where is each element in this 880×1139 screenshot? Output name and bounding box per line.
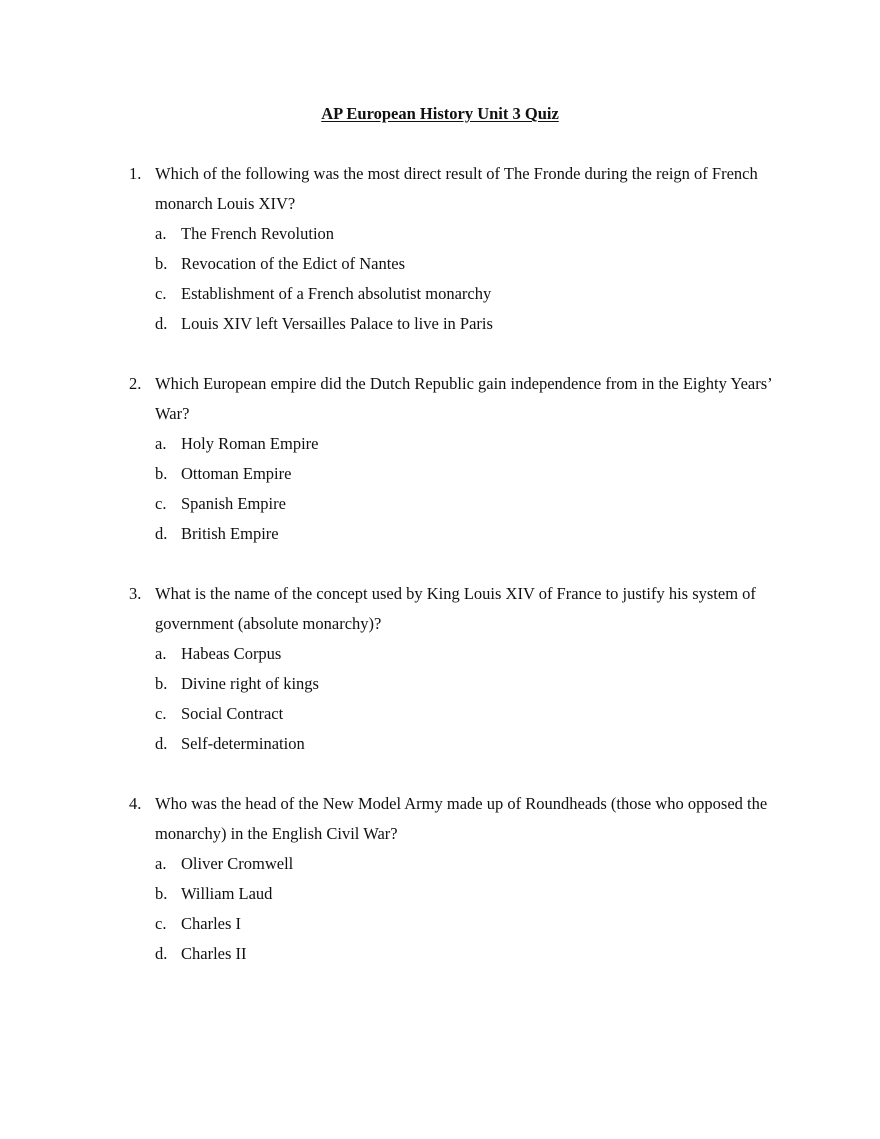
question-number: 1. — [129, 164, 142, 183]
answer-option — [0, 249, 880, 279]
question-number: 3. — [129, 584, 142, 603]
question-list — [0, 159, 880, 999]
answer-option — [0, 939, 880, 969]
option-text: Charles I — [181, 914, 242, 933]
question-2 — [0, 369, 880, 549]
answer-option — [0, 699, 880, 729]
option-text: Charles II — [181, 944, 247, 963]
option-text: British Empire — [181, 524, 279, 543]
option-text: Habeas Corpus — [181, 644, 282, 663]
answer-option — [0, 639, 880, 669]
option-text: The French Revolution — [181, 224, 335, 243]
option-text: William Laud — [181, 884, 273, 903]
question-text: Which European empire did the Dutch Republic gain independence from in the Eighty Years’ War? — [155, 374, 772, 423]
option-letter: b. — [155, 674, 168, 693]
question-4 — [0, 789, 880, 969]
answer-option — [0, 459, 880, 489]
option-text: Oliver Cromwell — [181, 854, 294, 873]
option-letter: a. — [155, 434, 167, 453]
answer-option — [0, 729, 880, 759]
answer-options — [0, 639, 880, 759]
question-number: 2. — [129, 374, 142, 393]
option-text: Revocation of the Edict of Nantes — [181, 254, 406, 273]
option-letter: b. — [155, 884, 168, 903]
option-text: Establishment of a French absolutist monarchy — [181, 284, 492, 303]
option-text: Holy Roman Empire — [181, 434, 319, 453]
option-letter: d. — [155, 734, 168, 753]
option-letter: c. — [155, 914, 167, 933]
answer-option — [0, 909, 880, 939]
option-letter: a. — [155, 854, 167, 873]
option-letter: c. — [155, 494, 167, 513]
option-letter: b. — [155, 464, 168, 483]
answer-options — [0, 849, 880, 969]
answer-options — [0, 219, 880, 339]
option-text: Louis XIV left Versailles Palace to live in Paris — [181, 314, 493, 333]
question-number: 4. — [129, 794, 142, 813]
question-text: Who was the head of the New Model Army made up of Roundheads (those who opposed the monarchy) in the English Civil War? — [155, 794, 768, 843]
option-text: Ottoman Empire — [181, 464, 292, 483]
question-1 — [0, 159, 880, 339]
question-3 — [0, 579, 880, 759]
option-text: Spanish Empire — [181, 494, 286, 513]
option-text: Divine right of kings — [181, 674, 319, 693]
option-letter: c. — [155, 704, 167, 723]
option-letter: a. — [155, 644, 167, 663]
option-text: Social Contract — [181, 704, 284, 723]
option-letter: d. — [155, 314, 168, 333]
option-letter: c. — [155, 284, 167, 303]
question-text: What is the name of the concept used by King Louis XIV of France to justify his system of government (absolute monarchy)? — [155, 584, 756, 633]
option-letter: d. — [155, 524, 168, 543]
option-letter: d. — [155, 944, 168, 963]
question-text: Which of the following was the most direct result of The Fronde during the reign of French monarch Louis XIV? — [155, 164, 758, 213]
answer-option — [0, 669, 880, 699]
answer-option — [0, 279, 880, 309]
page-title: AP European History Unit 3 Quiz — [321, 104, 559, 123]
answer-options — [0, 429, 880, 549]
option-letter: b. — [155, 254, 168, 273]
option-text: Self-determination — [181, 734, 305, 753]
answer-option — [0, 519, 880, 549]
answer-option — [0, 219, 880, 249]
answer-option — [0, 429, 880, 459]
option-letter: a. — [155, 224, 167, 243]
answer-option — [0, 489, 880, 519]
answer-option — [0, 309, 880, 339]
answer-option — [0, 849, 880, 879]
answer-option — [0, 879, 880, 909]
